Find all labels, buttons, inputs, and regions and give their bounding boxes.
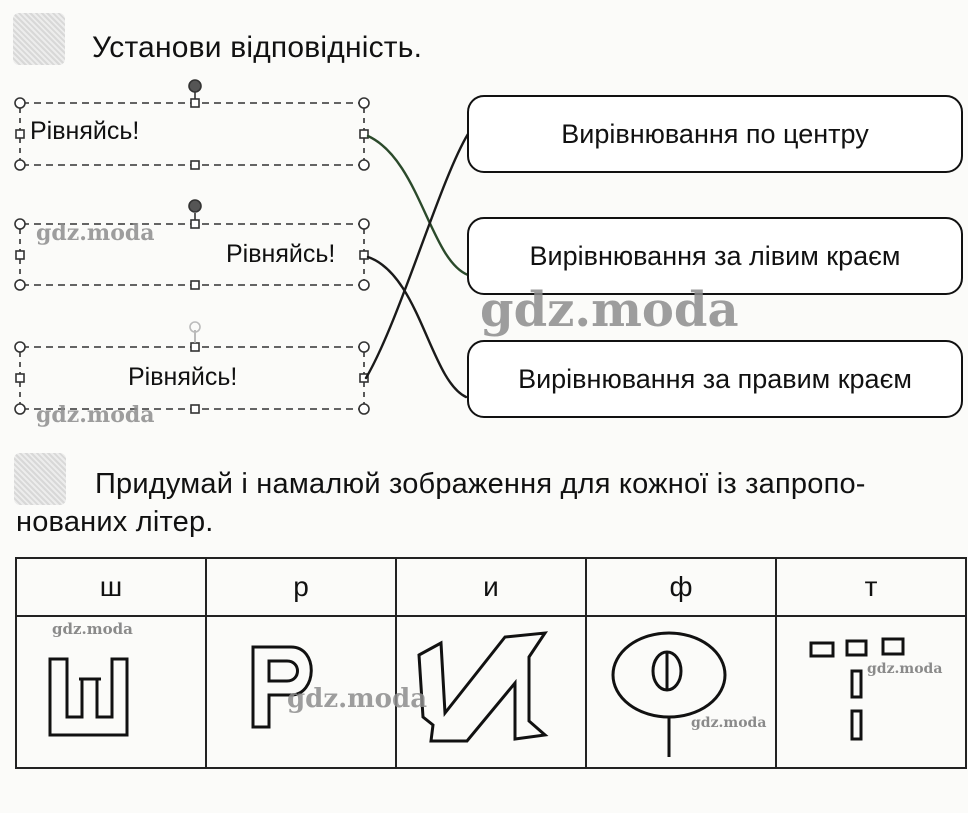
task2-title-line2: нованих літер. xyxy=(16,506,214,538)
table-header-row xyxy=(16,558,966,616)
letter-ef-drawing xyxy=(587,617,775,767)
letter-te-drawing xyxy=(777,617,965,767)
watermark: gdz.moda xyxy=(36,402,155,428)
text-box-right-aligned: Рівняйсь! xyxy=(226,240,336,268)
text-box-left-aligned: Рівняйсь! xyxy=(30,117,140,145)
letter-sha-drawing xyxy=(17,617,205,767)
drawing-cell-sha xyxy=(16,616,206,768)
option-center: Вирівнювання по центру xyxy=(467,95,963,173)
watermark: gdz.moda xyxy=(287,684,428,714)
letter-cell: р xyxy=(206,558,396,616)
letters-table xyxy=(15,557,967,769)
option-left: Вирівнювання за лівим краєм xyxy=(467,217,963,295)
table-drawing-row xyxy=(16,616,966,768)
letter-cell: ф xyxy=(586,558,776,616)
connecting-lines xyxy=(366,134,468,397)
letter-cell: ш xyxy=(16,558,206,616)
task2-title-line1: Придумай і намалюй зображення для кожної із запропо- xyxy=(95,468,866,500)
option-right: Вирівнювання за правим краєм xyxy=(467,340,963,418)
task-number-icon xyxy=(14,453,66,505)
letter-cell: т xyxy=(776,558,966,616)
drawing-cell-te xyxy=(776,616,966,768)
watermark: gdz.moda xyxy=(867,661,943,677)
task1-title: Установи відповідність. xyxy=(92,31,423,64)
drawing-cell-ef xyxy=(586,616,776,768)
watermark: gdz.moda xyxy=(691,715,767,731)
watermark: gdz.moda xyxy=(480,282,739,338)
letter-cell: и xyxy=(396,558,586,616)
text-box-centered: Рівняйсь! xyxy=(128,363,238,391)
watermark: gdz.moda xyxy=(52,620,133,638)
watermark: gdz.moda xyxy=(36,220,155,246)
